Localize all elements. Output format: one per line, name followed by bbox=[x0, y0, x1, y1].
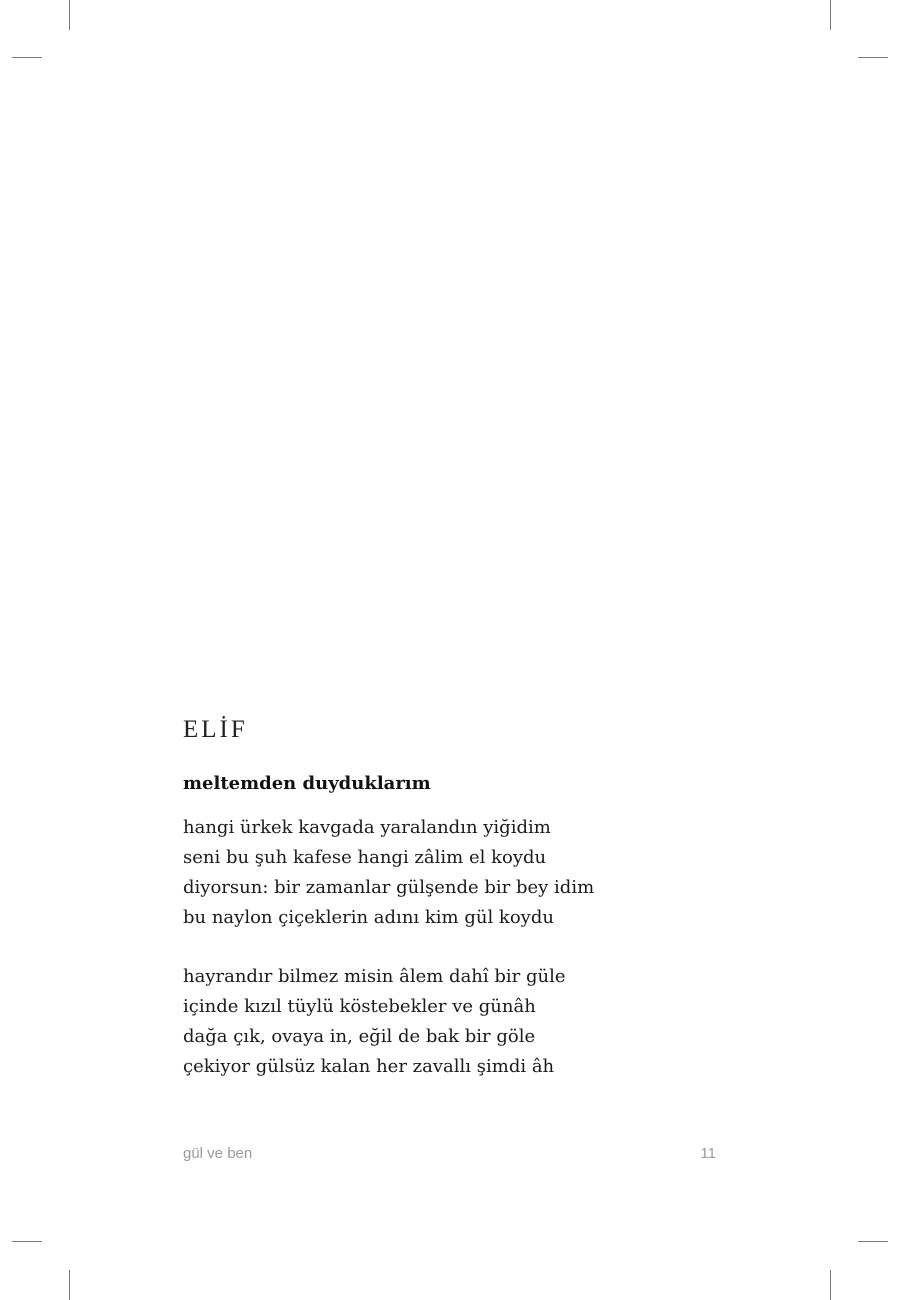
crop-mark-top-left-vertical bbox=[69, 0, 70, 30]
poem-line: bu naylon çiçeklerin adını kim gül koydu bbox=[183, 907, 554, 928]
chapter-title: ELİF bbox=[183, 716, 248, 743]
poem-title: meltemden duyduklarım bbox=[183, 773, 431, 794]
crop-mark-top-left-horizontal bbox=[12, 57, 42, 58]
poem-stanza bbox=[183, 962, 566, 1082]
crop-mark-top-right-vertical bbox=[830, 0, 831, 30]
footer-book-title: gül ve ben bbox=[183, 1145, 253, 1162]
poem-line: içinde kızıl tüylü köstebekler ve günâh bbox=[183, 996, 536, 1017]
poem-line: hayrandır bilmez misin âlem dahî bir güle bbox=[183, 966, 566, 987]
crop-mark-bottom-left-vertical bbox=[69, 1270, 70, 1300]
poem-line: çekiyor gülsüz kalan her zavallı şimdi âh bbox=[183, 1056, 555, 1077]
crop-mark-top-right-horizontal bbox=[858, 57, 888, 58]
crop-mark-bottom-right-horizontal bbox=[858, 1241, 888, 1242]
crop-mark-bottom-left-horizontal bbox=[12, 1241, 42, 1242]
poem-stanza bbox=[183, 813, 594, 933]
poem-line: hangi ürkek kavgada yaralandın yiğidim bbox=[183, 817, 551, 838]
poem-line: seni bu şuh kafese hangi zâlim el koydu bbox=[183, 847, 547, 868]
crop-mark-bottom-right-vertical bbox=[830, 1270, 831, 1300]
poem-line: dağa çık, ovaya in, eğil de bak bir göle bbox=[183, 1026, 536, 1047]
poem-line: diyorsun: bir zamanlar gülşende bir bey idim bbox=[183, 877, 595, 898]
page-number: 11 bbox=[700, 1145, 716, 1162]
